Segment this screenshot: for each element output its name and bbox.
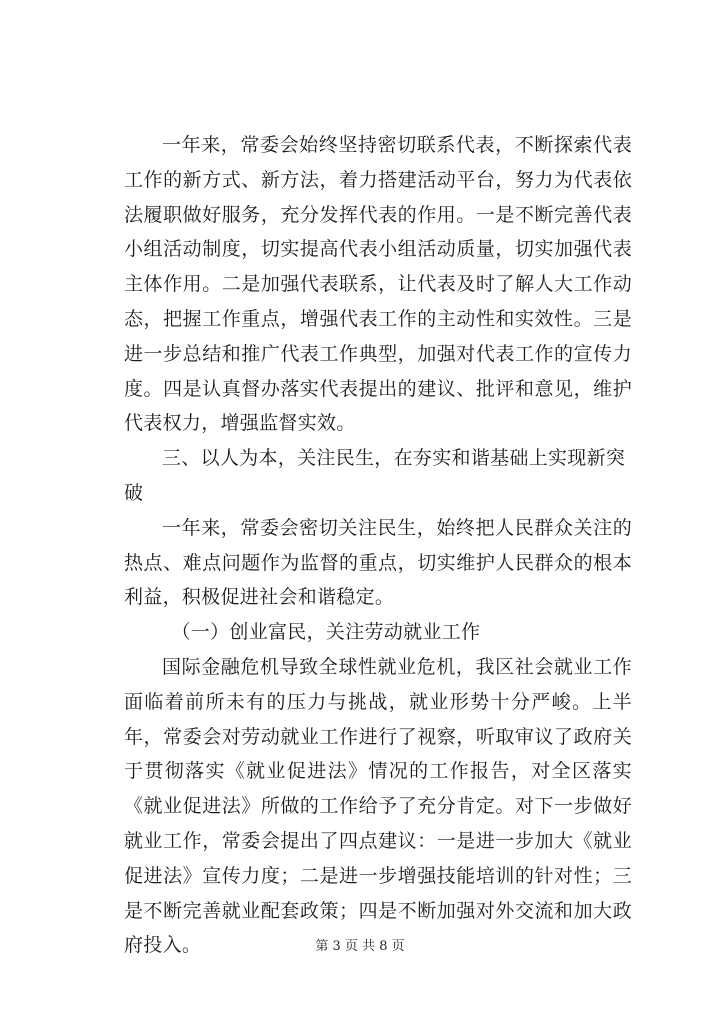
paragraph-employment: 国际金融危机导致全球性就业危机，我区社会就业工作面临着前所未有的压力与挑战，就业形势十分严峻。上半年，常委会对劳动就业工作进行了视察，听取审议了政府关于贯彻落实《就业促进法》情况的工作报告，对全区落实《就业促进法》所做的工作给予了充分肯定。对下一步做好就业工作，常委会提出了四点建议：一是进一步加大《就业促进法》宣传力度；二是进一步增强技能培训的针对性；三是不断完善就业配套政策；四是不断加强对外交流和加大政府投入。 — [124, 655, 632, 957]
page-number-footer: 第 3 页 共 8 页 — [315, 939, 405, 954]
subsection-heading-employment: （一）创业富民，关注劳动就业工作 — [171, 621, 481, 644]
section-heading-people-oriented: 三、以人为本，关注民生，在夯实和谐基础上实现新突破 — [124, 447, 626, 504]
paragraph-representative-work: 一年来，常委会始终坚持密切联系代表，不断探索代表工作的新方式、新方法，着力搭建活动平台，努力为代表依法履职做好服务，充分发挥代表的作用。一是不断完善代表小组活动制度，切实提高代表小组活动质量，切实加强代表主体作用。二是加强代表联系，让代表及时了解人大工作动态，把握工作重点，增强代表工作的主动性和实效性。三是进一步总结和推广代表工作典型，加强对代表工作的宣传力度。四是认真督办落实代表提出的建议、批评和意见，维护代表权力，增强监督实效。 — [124, 134, 632, 435]
paragraph-livelihood: 一年来，常委会密切关注民生，始终把人民群众关注的热点、难点问题作为监督的重点，切实维护人民群众的根本利益，积极促进社会和谐稳定。 — [124, 516, 632, 609]
document-body — [124, 128, 632, 963]
